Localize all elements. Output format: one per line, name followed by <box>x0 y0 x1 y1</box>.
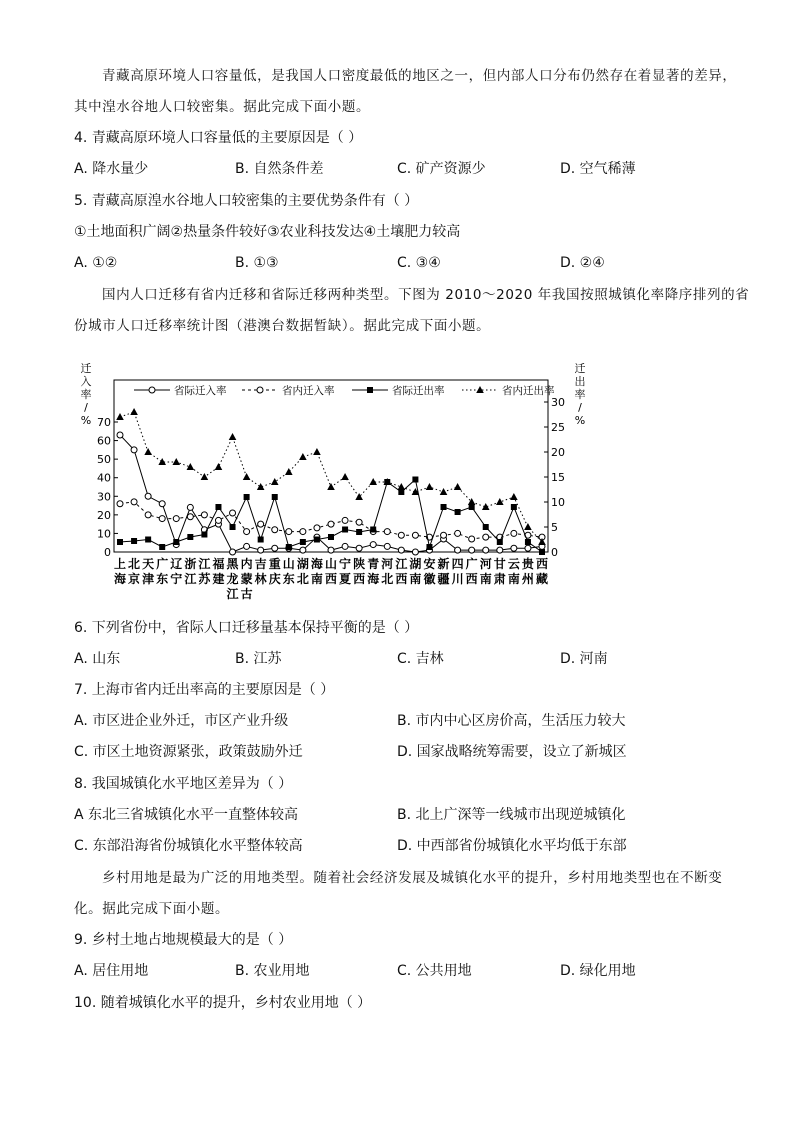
series-1-point <box>230 549 236 555</box>
category-label-bottom: 夏 <box>339 572 352 586</box>
category-label-third: 古 <box>240 587 253 601</box>
category-label-bottom: 疆 <box>437 572 450 586</box>
series-4-point <box>144 448 152 455</box>
series-4-point <box>440 488 448 495</box>
series-1-point <box>356 545 362 551</box>
left-tick-label: 40 <box>97 471 111 485</box>
series-2-point <box>187 514 193 520</box>
series-2-point <box>356 519 362 525</box>
category-label-top: 海 <box>310 557 323 571</box>
series-4-point <box>355 493 363 500</box>
series-3-point <box>201 532 207 538</box>
q4-option-a[interactable]: A. 降水量少 <box>74 161 149 177</box>
right-axis-title-char: 出 <box>574 375 586 388</box>
category-label-bottom: 京 <box>128 572 141 586</box>
series-2-point <box>173 516 179 522</box>
category-label-bottom: 南 <box>409 572 422 586</box>
series-3-point <box>272 494 278 500</box>
category-label-top: 陕 <box>353 557 366 571</box>
series-4-point <box>468 498 476 505</box>
category-label-bottom: 建 <box>212 572 225 586</box>
q5-option-a[interactable]: A. ①② <box>74 255 118 271</box>
series-1-point <box>145 493 151 499</box>
category-label-bottom: 北 <box>381 572 394 586</box>
series-3-point <box>300 539 306 545</box>
q5-option-b[interactable]: B. ①③ <box>235 255 279 271</box>
q7-option-d[interactable]: D. 国家战略统筹需要，设立了新城区 <box>397 744 627 760</box>
category-label-bottom: 龙 <box>226 572 239 586</box>
left-axis-title-char: 入 <box>80 375 92 388</box>
series-4-point <box>299 453 307 460</box>
category-label-top: 辽 <box>170 557 183 571</box>
series-3-point <box>539 549 545 555</box>
series-1-point <box>398 547 404 553</box>
intro1-line1: 青藏高原环境人口容量低，是我国人口密度最低的地区之一，但内部人口分布仍然存在着显著的差异， <box>102 68 737 84</box>
category-label-top: 重 <box>268 557 281 571</box>
series-3-point <box>525 539 531 545</box>
series-2-point <box>272 527 278 533</box>
series-1-point <box>370 542 376 548</box>
category-label-bottom: 南 <box>479 572 492 586</box>
q8-option-a[interactable]: A 东北三省城镇化水平一直整体较高 <box>74 807 299 823</box>
series-2-point <box>328 521 334 527</box>
series-3-point <box>412 477 418 483</box>
category-label-top: 广 <box>465 557 478 571</box>
left-axis-title-char: % <box>80 414 92 427</box>
series-2-point <box>441 532 447 538</box>
category-label-top: 河 <box>479 557 492 571</box>
series-2-point <box>244 529 250 535</box>
q6-option-b[interactable]: B. 江苏 <box>235 651 282 667</box>
series-1-point <box>244 543 250 549</box>
series-2-point <box>286 529 292 535</box>
right-axis-title-char: % <box>574 414 586 427</box>
series-3-point <box>173 539 179 545</box>
q6-option-d[interactable]: D. 河南 <box>560 651 608 667</box>
series-2-point <box>258 521 264 527</box>
series-3-point <box>117 539 123 545</box>
series-3-point <box>215 504 221 510</box>
q7-option-a[interactable]: A. 市区进企业外迁，市区产业升级 <box>74 713 289 729</box>
q4-option-d[interactable]: D. 空气稀薄 <box>560 161 636 177</box>
q5-stem: 5. 青藏高原湟水谷地人口较密集的主要优势条件有（ ） <box>74 193 419 209</box>
series-4-point <box>510 493 518 500</box>
category-label-top: 上 <box>113 557 127 571</box>
left-tick-label: 60 <box>97 434 111 448</box>
series-3-point <box>342 527 348 533</box>
category-label-top: 吉 <box>254 557 267 571</box>
series-4-point <box>426 483 434 490</box>
category-label-top: 贵 <box>521 557 534 571</box>
category-label-bottom: 州 <box>521 572 534 586</box>
q7-stem: 7. 上海市省内迁出率高的主要原因是（ ） <box>74 682 335 698</box>
series-1-point <box>159 501 165 507</box>
series-3-point <box>145 537 151 543</box>
category-label-top: 山 <box>282 557 295 571</box>
category-label-top: 内 <box>240 557 253 571</box>
intro2-line2: 份城市人口迁移率统计图（港澳台数据暂缺）。据此完成下面小题。 <box>74 318 491 334</box>
series-2-point <box>300 529 306 535</box>
category-label-bottom: 西 <box>353 572 366 586</box>
series-4-point <box>215 463 223 470</box>
series-4-point <box>257 483 265 490</box>
category-label-top: 浙 <box>184 557 197 571</box>
series-3-point <box>230 524 236 530</box>
legend-label: 省内迁入率 <box>282 385 335 397</box>
q7-option-b[interactable]: B. 市内中心区房价高，生活压力较大 <box>397 713 626 729</box>
series-4-point <box>172 458 180 465</box>
series-4-point <box>524 523 532 530</box>
right-tick-label: 15 <box>551 471 565 484</box>
category-label-top: 江 <box>395 557 408 571</box>
category-label-bottom: 北 <box>296 572 309 586</box>
category-label-bottom: 庆 <box>268 572 281 586</box>
category-label-top: 黑 <box>226 557 239 571</box>
series-4-point <box>116 413 124 420</box>
series-2-point <box>215 517 221 523</box>
category-label-top: 北 <box>128 557 141 571</box>
left-tick-label: 50 <box>97 453 111 467</box>
q10-stem: 10. 随着城镇化水平的提升，乡村农业用地（ ） <box>74 995 372 1011</box>
series-2-point <box>145 512 151 518</box>
category-label-bottom: 东 <box>282 572 295 586</box>
series-3-point <box>286 544 292 550</box>
series-1-point <box>511 545 517 551</box>
series-3-point <box>370 527 376 533</box>
series-2-point <box>314 525 320 531</box>
q8-option-d[interactable]: D. 中西部省份城镇化水平均低于东部 <box>397 838 627 854</box>
right-axis-title-char: / <box>578 401 582 414</box>
series-4-point <box>229 433 237 440</box>
series-4-point <box>201 473 209 480</box>
q6-stem: 6. 下列省份中，省际人口迁移量基本保持平衡的是（ ） <box>74 620 419 636</box>
series-2-point <box>412 532 418 538</box>
category-label-bottom: 海 <box>367 572 380 586</box>
category-label-bottom: 苏 <box>198 572 211 586</box>
intro3-line2: 化。据此完成下面小题。 <box>74 901 230 917</box>
series-1-point <box>328 547 334 553</box>
q9-option-c[interactable]: C. 公共用地 <box>397 963 472 979</box>
category-label-bottom: 西 <box>395 572 408 586</box>
series-3-point <box>441 504 447 510</box>
series-3-point <box>511 504 517 510</box>
category-label-top: 甘 <box>493 557 506 571</box>
series-4-point <box>454 483 462 490</box>
category-label-top: 宁 <box>339 557 352 571</box>
intro2-line1: 国内人口迁移有省内迁移和省际迁移两种类型。下图为 2010～2020 年我国按照城镇化率降序排列的省 <box>102 287 750 303</box>
category-label-third: 江 <box>226 587 239 601</box>
q8-stem: 8. 我国城镇化水平地区差异为（ ） <box>74 776 293 792</box>
category-label-bottom: 西 <box>324 572 338 586</box>
left-axis-title-char: 率 <box>80 388 92 401</box>
series-3-point <box>131 538 137 544</box>
series-4-point <box>341 473 349 480</box>
q9-option-d[interactable]: D. 绿化用地 <box>560 963 636 979</box>
intro1-line2: 其中湟水谷地人口较密集。据此完成下面小题。 <box>74 99 371 115</box>
series-3-point <box>314 537 320 543</box>
category-label-top: 青 <box>367 557 380 571</box>
category-label-bottom: 蒙 <box>240 572 253 586</box>
category-label-bottom: 江 <box>184 572 197 586</box>
series-2-point <box>483 534 489 540</box>
series-1-point <box>258 547 264 553</box>
q5-option-c[interactable]: C. ③④ <box>397 255 441 271</box>
series-3-point <box>328 534 334 540</box>
series-3-point <box>455 509 461 515</box>
series-1-point <box>483 547 489 553</box>
category-label-bottom: 林 <box>254 572 267 586</box>
q5-conditions: ①土地面积广阔②热量条件较好③农业科技发达④土壤肥力较高 <box>74 224 461 240</box>
series-3-point <box>159 544 165 550</box>
series-3-point <box>426 544 432 550</box>
q4-option-b[interactable]: B. 自然条件差 <box>235 161 324 177</box>
series-2-point <box>201 512 207 518</box>
series-1-point <box>497 547 503 553</box>
q7-option-c[interactable]: C. 市区土地资源紧张，政策鼓励外迁 <box>74 744 303 760</box>
series-2-point <box>131 499 137 505</box>
category-label-top: 云 <box>507 557 520 571</box>
right-tick-label: 20 <box>551 446 565 459</box>
series-1-point <box>384 543 390 549</box>
left-tick-label: 0 <box>104 546 111 559</box>
series-1-point <box>469 547 475 553</box>
category-label-bottom: 南 <box>310 572 323 586</box>
series-3-point <box>258 537 264 543</box>
series-line-3 <box>120 480 542 553</box>
category-label-top: 天 <box>142 557 155 571</box>
series-1-point <box>272 545 278 551</box>
category-label-bottom: 东 <box>156 572 169 586</box>
series-3-point <box>244 494 250 500</box>
left-tick-label: 30 <box>97 490 111 504</box>
legend-marker <box>257 387 263 393</box>
category-label-top: 四 <box>451 557 464 571</box>
category-label-top: 安 <box>423 557 436 571</box>
series-2-point <box>384 529 390 535</box>
series-2-point <box>398 532 404 538</box>
legend-label: 省际迁入率 <box>174 385 227 397</box>
series-1-point <box>342 543 348 549</box>
series-1-point <box>300 547 306 553</box>
series-1-point <box>455 547 461 553</box>
q5-option-d[interactable]: D. ②④ <box>560 255 605 271</box>
series-3-point <box>497 539 503 545</box>
series-1-point <box>117 432 123 438</box>
category-label-bottom: 徽 <box>423 572 436 586</box>
right-axis-title-char: 率 <box>574 388 586 401</box>
category-label-bottom: 西 <box>465 572 478 586</box>
right-tick-label: 0 <box>551 546 558 559</box>
series-2-point <box>117 501 123 507</box>
series-1-point <box>131 447 137 453</box>
series-3-point <box>187 534 193 540</box>
left-axis-title-char: / <box>84 401 88 414</box>
series-4-point <box>130 408 138 415</box>
q8-option-b[interactable]: B. 北上广深等一线城市出现逆城镇化 <box>397 807 626 823</box>
series-line-2 <box>120 502 542 539</box>
category-label-top: 新 <box>437 557 450 571</box>
left-tick-label: 20 <box>97 508 111 522</box>
q9-option-b[interactable]: B. 农业用地 <box>235 963 310 979</box>
intro3-line1: 乡村用地是最为广泛的用地类型。随着社会经济发展及城镇化水平的提升，乡村用地类型也在不断变 <box>102 870 723 886</box>
series-4-point <box>243 473 251 480</box>
series-1-point <box>187 504 193 510</box>
category-label-top: 江 <box>198 557 211 571</box>
category-label-top: 山 <box>324 557 338 571</box>
left-tick-label: 10 <box>97 527 111 541</box>
category-label-bottom: 肃 <box>493 572 506 586</box>
q9-option-a[interactable]: A. 居住用地 <box>74 963 149 979</box>
left-tick-label: 70 <box>97 416 111 429</box>
category-label-bottom: 宁 <box>170 572 183 586</box>
q9-stem: 9. 乡村土地占地规模最大的是（ ） <box>74 932 293 948</box>
category-label-top: 广 <box>156 557 169 571</box>
category-label-bottom: 南 <box>507 572 520 586</box>
right-tick-label: 25 <box>551 421 565 434</box>
category-label-bottom: 海 <box>113 572 127 586</box>
series-1-point <box>412 549 418 555</box>
series-2-point <box>230 510 236 516</box>
series-4-point <box>271 478 279 485</box>
migration-rate-chart <box>72 360 592 610</box>
series-4-point <box>327 483 335 490</box>
right-tick-label: 10 <box>551 496 565 509</box>
legend-marker <box>149 387 155 393</box>
category-label-bottom: 藏 <box>535 572 549 586</box>
legend-label: 省际迁出率 <box>392 385 445 397</box>
right-tick-label: 30 <box>551 396 565 409</box>
category-label-top: 西 <box>535 557 549 571</box>
left-axis-title-char: 迁 <box>80 362 92 375</box>
q4-option-c[interactable]: C. 矿产资源少 <box>397 161 486 177</box>
q8-option-c[interactable]: C. 东部沿海省份城镇化水平整体较高 <box>74 838 303 854</box>
series-3-point <box>483 524 489 530</box>
category-label-top: 湖 <box>296 557 309 571</box>
category-label-bottom: 津 <box>142 572 155 586</box>
category-label-top: 福 <box>212 557 225 571</box>
legend-label: 省内迁出率 <box>502 385 555 397</box>
series-2-point <box>342 517 348 523</box>
category-label-bottom: 川 <box>451 572 464 586</box>
q4-stem: 4. 青藏高原环境人口容量低的主要原因是（ ） <box>74 130 363 146</box>
series-2-point <box>511 530 517 536</box>
right-tick-label: 5 <box>551 521 558 534</box>
series-3-point <box>356 529 362 535</box>
category-label-top: 湖 <box>409 557 422 571</box>
series-2-point <box>455 530 461 536</box>
series-4-point <box>313 448 321 455</box>
series-4-point <box>285 468 293 475</box>
right-axis-title-char: 迁 <box>574 362 586 375</box>
series-2-point <box>469 536 475 542</box>
q6-option-c[interactable]: C. 吉林 <box>397 651 444 667</box>
series-1-point <box>525 545 531 551</box>
legend-marker <box>367 387 373 393</box>
q6-option-a[interactable]: A. 山东 <box>74 651 121 667</box>
series-2-point <box>159 516 165 522</box>
category-label-top: 河 <box>381 557 394 571</box>
